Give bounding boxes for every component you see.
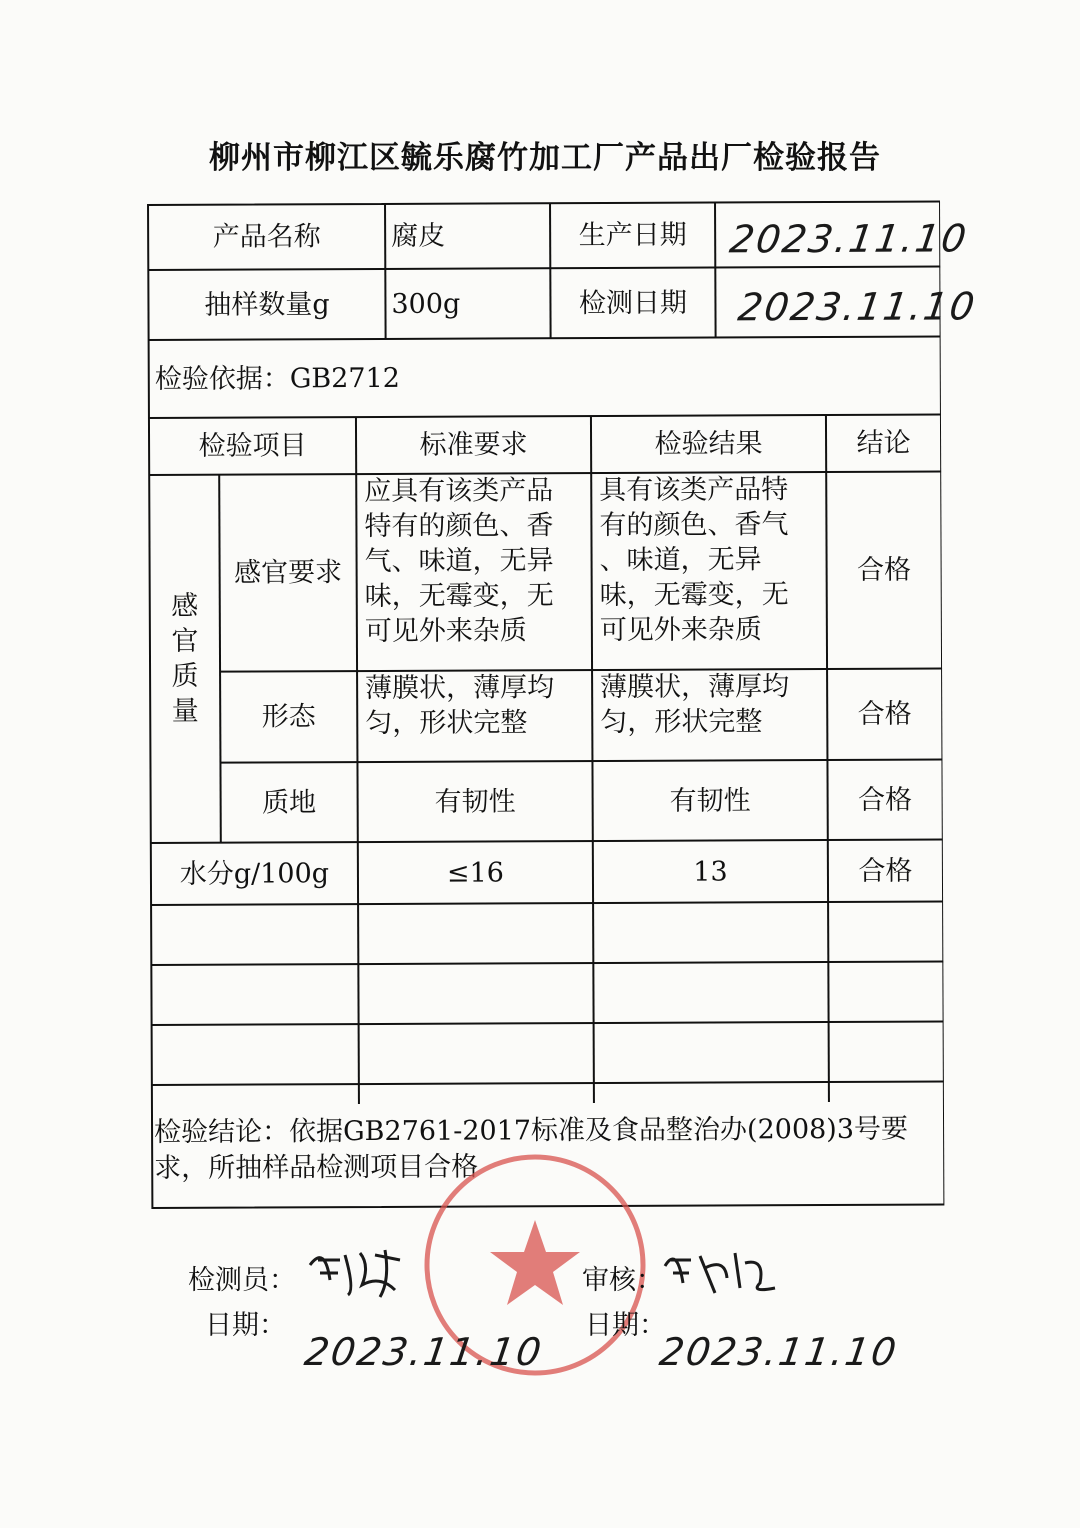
row-moisture-standard: ≤16: [446, 856, 504, 889]
inspection-conclusion: 检验结论：依据GB2761-2017标准及食品整治办(2008)3号要 求，所抽样品检测项目合格: [154, 1113, 909, 1184]
sample-qty-label: 抽样数量g: [204, 288, 330, 321]
test-date-value: 2023.11.10: [735, 284, 980, 330]
header-item: 检验项目: [198, 430, 307, 462]
row-form-item: 形态: [261, 701, 316, 733]
inspector-signature: [300, 1235, 420, 1305]
header-standard: 标准要求: [419, 429, 528, 461]
sensory-quality-group-label: 感 官 质 量: [171, 590, 199, 727]
row-texture-conclusion: 合格: [858, 784, 913, 816]
row-form-result: 薄膜状，薄厚均 匀，形状完整: [600, 671, 790, 738]
inspector-date-label: 日期：: [205, 1310, 286, 1341]
row-sensory-conclusion: 合格: [857, 554, 912, 586]
row-moisture-item: 水分g/100g: [179, 857, 330, 890]
inspector-date: 2023.11.10: [301, 1330, 546, 1374]
row-sensory-item: 感官要求: [234, 557, 343, 589]
row-moisture-conclusion: 合格: [858, 855, 913, 887]
test-date-label: 检测日期: [578, 287, 688, 319]
row-form-standard: 薄膜状，薄厚均 匀，形状完整: [365, 672, 555, 740]
production-date-value: 2023.11.10: [727, 216, 971, 262]
production-date-label: 生产日期: [578, 219, 687, 252]
sample-qty-value: 300g: [391, 288, 461, 320]
row-sensory-result: 具有该类产品特 有的颜色、香气 、味道，无异 味，无霉变，无 可见外来杂质: [599, 474, 789, 646]
reviewer-date: 2023.11.10: [656, 1330, 901, 1374]
row-form-conclusion: 合格: [857, 698, 912, 730]
row-texture-standard: 有韧性: [434, 785, 516, 818]
report-title: 柳州市柳江区毓乐腐竹加工厂产品出厂检验报告: [209, 140, 881, 176]
reviewer-label: 审核：: [582, 1265, 663, 1296]
row-sensory-standard: 应具有该类产品 特有的颜色、香 气、味道，无异 味，无霉变，无 可见外来杂质: [364, 475, 554, 648]
header-conclusion: 结论: [856, 427, 911, 459]
reviewer-signature: [655, 1238, 785, 1308]
product-name-value: 腐皮: [391, 220, 446, 252]
row-moisture-result: 13: [693, 855, 728, 888]
inspection-table: [140, 197, 980, 1210]
row-texture-item: 质地: [262, 786, 317, 818]
inspector-label: 检测员：: [188, 1265, 296, 1296]
row-texture-result: 有韧性: [669, 784, 751, 817]
header-result: 检验结果: [654, 428, 763, 460]
reviewer-date-label: 日期：: [585, 1310, 666, 1341]
inspection-basis: 检验依据：GB2712: [154, 362, 400, 395]
product-name-label: 产品名称: [212, 221, 321, 253]
